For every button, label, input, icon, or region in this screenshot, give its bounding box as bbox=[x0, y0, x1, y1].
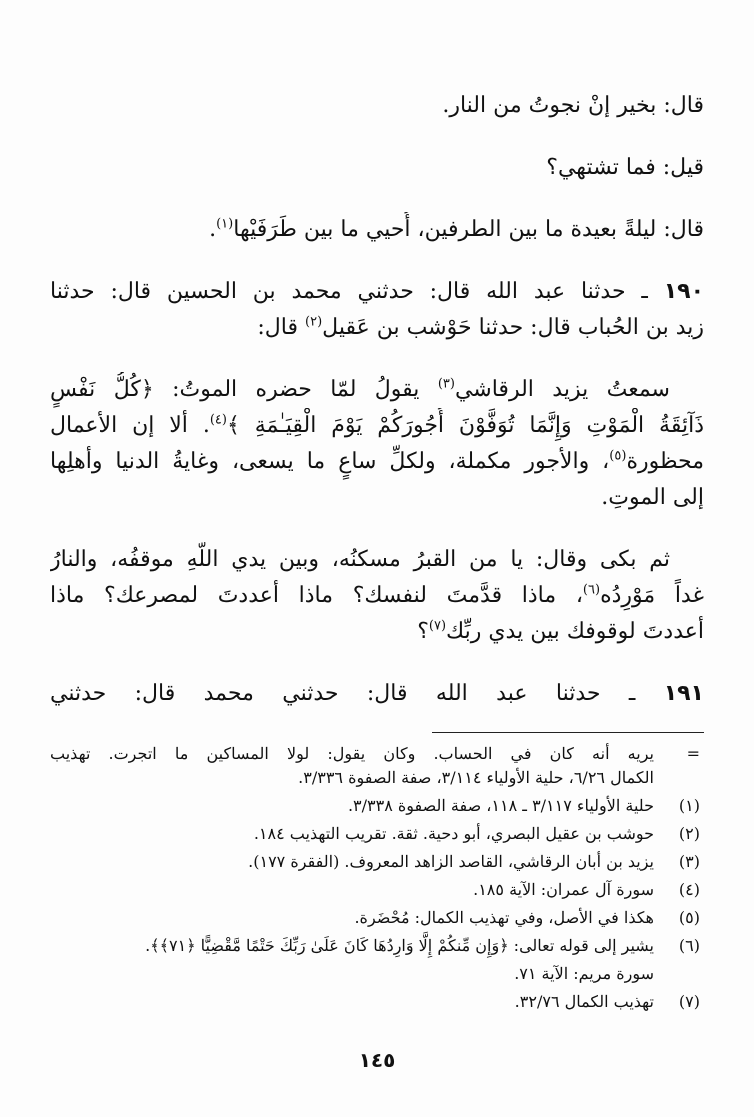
narration-number: ١٩٠ bbox=[663, 279, 704, 304]
footnote-text: هكذا في الأصل، وفي تهذيب الكمال: مُحْضَرة. bbox=[354, 908, 654, 927]
footnote-ref: (٣) bbox=[437, 376, 455, 392]
narration-191 bbox=[50, 676, 704, 712]
main-text bbox=[50, 88, 704, 738]
quran-line: ذَآئِقَةُ الْمَوْتِ وَإِنَّمَا تُوَفَّوْنَ أُجُورَكُمْ يَوْمَ الْقِيَـٰمَةِ ﴾$^{(٤)}$. ألا إن الأعمال bbox=[50, 412, 704, 438]
text-line: قال: ليلةً بعيدة ما بين الطرفين، أُحيي ما بين طَرَفَيْها$^{(١)}$. bbox=[209, 216, 704, 242]
text-line: أعددتَ لوقوفك بين يدي ربِّك$^{(٧)}$؟ bbox=[417, 618, 704, 644]
text-line: غداً مَوْرِدُه$^{(٦)}$، ماذا قدَّمتَ لنفسك؟ ماذا أعددتَ لمصرعك؟ ماذا bbox=[50, 582, 704, 608]
footnote-ref: (٦) bbox=[582, 582, 601, 598]
footnote-6 bbox=[50, 934, 704, 958]
page-number: ١٤٥ bbox=[358, 1048, 396, 1072]
paragraph-2 bbox=[50, 150, 704, 186]
text-line: ثم بكى وقال: يا من القبرُ مسكنُه، وبين يدي اللّهِ موقفُه، والنارُ bbox=[50, 547, 670, 572]
footnote-continued bbox=[50, 742, 704, 790]
footnote-ref: (٥) bbox=[609, 448, 627, 464]
narration-number: ١٩١ bbox=[663, 681, 704, 706]
footnote-mark: (٤) bbox=[678, 880, 700, 899]
footnote-mark: = bbox=[686, 744, 700, 763]
paragraph-1 bbox=[50, 88, 704, 124]
paragraph-5 bbox=[50, 372, 704, 516]
footnote-mark: (٦) bbox=[678, 936, 700, 955]
footnote-mark: (٥) bbox=[678, 908, 700, 927]
text-line: قال: بخير إنْ نجوتُ من النار. bbox=[442, 93, 704, 118]
footnote-text: يشير إلى قوله تعالى: ﴿وَإِن مِّنكُمْ إِلَّا وَارِدُهَا كَانَ عَلَىٰ رَبِّكَ حَتْمًا مَّقْضِيًّا ﴿٧١﴾﴾. bbox=[145, 936, 654, 955]
narration-190 bbox=[50, 274, 704, 346]
text-line: قيل: فما تشتهي؟ bbox=[546, 155, 704, 180]
text-line: ١٩١ ـ حدثنا عبد الله قال: حدثني محمد قال: حدثني bbox=[50, 681, 704, 706]
footnote-mark: (٧) bbox=[678, 992, 700, 1011]
footnote-text: الكمال ٦/٢٦، حلية الأولياء ٣/١١٤، صفة الصفوة ٣/٣٣٦. bbox=[298, 768, 654, 787]
footnote-mark: (٣) bbox=[678, 852, 700, 871]
footnote-4 bbox=[50, 878, 704, 902]
footnote-text: حلية الأولياء ٣/١١٧ ـ ١١٨، صفة الصفوة ٣/٣٣٨. bbox=[347, 796, 654, 815]
footnote-text: سورة مريم: الآية ٧١. bbox=[514, 964, 654, 983]
footnote-3 bbox=[50, 850, 704, 874]
text-line: إلى الموتِ. bbox=[601, 485, 704, 510]
footnote-text: حوشب بن عقيل البصري، أبو دحية. ثقة. تقريب التهذيب ١٨٤. bbox=[253, 824, 654, 843]
footnote-6-continued bbox=[50, 962, 704, 986]
footnote-divider bbox=[432, 732, 704, 733]
footnote-2 bbox=[50, 822, 704, 846]
footnote-ref: (١) bbox=[216, 216, 234, 232]
paragraph-3 bbox=[50, 212, 704, 248]
footnote-text: تهذيب الكمال ٣٢/٧٦. bbox=[514, 992, 654, 1011]
footnote-mark: (٢) bbox=[678, 824, 700, 843]
text-line: سمعتُ يزيد الرقاشي$^{(٣)}$ يقولُ لمّا حضره الموتُ: ﴿كُلُّ نَفْسٍ bbox=[50, 376, 670, 402]
footnote-ref: (٤) bbox=[209, 412, 227, 428]
footnote-1 bbox=[50, 794, 704, 818]
text-line: زيد بن الحُباب قال: حدثنا حَوْشب بن عَقيل$^{(٢)}$ قال: bbox=[257, 314, 704, 340]
footnote-text: سورة آل عمران: الآية ١٨٥. bbox=[473, 880, 654, 899]
footnote-text: يريه أنه كان في الحساب. وكان يقول: لولا المساكين ما اتجرت. تهذيب bbox=[50, 744, 654, 763]
footnote-ref: (٢) bbox=[305, 314, 323, 330]
footnote-text: يزيد بن أبان الرقاشي، القاصد الزاهد المعروف. (الفقرة ١٧٧). bbox=[248, 852, 654, 871]
footnote-7 bbox=[50, 990, 704, 1014]
footnote-5 bbox=[50, 906, 704, 930]
footnote-ref: (٧) bbox=[428, 618, 447, 634]
text-line: ١٩٠ ـ حدثنا عبد الله قال: حدثني محمد بن الحسين قال: حدثنا bbox=[50, 279, 704, 304]
text-line: محظورة$^{(٥)}$، والأجور مكملة، ولكلِّ ساعٍ ما يسعى، وغايةُ الدنيا وأهلِها bbox=[50, 448, 704, 474]
paragraph-6 bbox=[50, 542, 704, 650]
footnote-mark: (١) bbox=[678, 796, 700, 815]
footnotes bbox=[50, 742, 704, 1018]
